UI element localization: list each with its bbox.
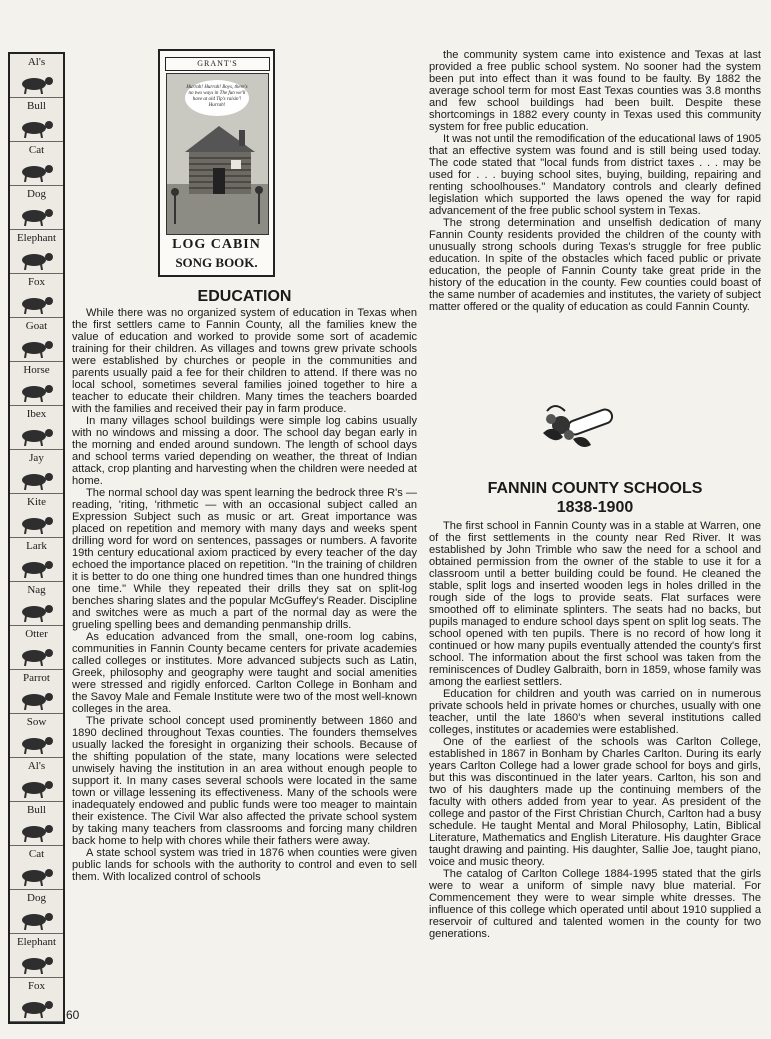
border-animal-cell	[10, 978, 63, 1022]
border-animal-cell	[10, 406, 63, 450]
animal-icon	[16, 206, 56, 226]
border-animal-cell	[10, 846, 63, 890]
border-animal-label: Dog	[27, 892, 46, 904]
animal-icon	[16, 690, 56, 710]
animal-border-strip	[8, 52, 65, 1024]
paragraph: The normal school day was spent learning the bedrock three R's — reading, 'riting, 'rithmetic — with an occasional subject called an Expression Subject such as music or art. Great importance was placed on repetition and memory with many days and weeks spent drilling word for word on sentences, passages or numbers. A favorite 19th century educational axiom practiced by every teacher of the day echoed the importance placed on repetition. "In the training of children it is better to do one thing one hundred times than one hundred things one time." While they repeated their drills they sat on split-log benches sharing slates and the popular McGuffey's Reader. Discipline and switches were as much a part of the normal day as were the grueling spelling bees and demanding penmanship drills.	[72, 487, 417, 631]
log-cabin-song-book-illustration	[158, 49, 275, 277]
border-animal-label: Elephant	[16, 232, 57, 244]
animal-icon	[16, 338, 56, 358]
paragraph: The catalog of Carlton College 1884-1995 stated that the girls were to wear a uniform of simple navy blue material. For Commencement they were to wear simple white dresses. The influence of this college which operated until about 1910 supplied a reservoir of cultured and talented women in the county for two generations.	[429, 868, 761, 940]
border-animal-cell	[10, 538, 63, 582]
animal-icon	[16, 954, 56, 974]
animal-icon	[16, 294, 56, 314]
border-animal-label: Elephant	[16, 936, 57, 948]
education-column	[72, 307, 417, 883]
border-animal-cell	[10, 802, 63, 846]
animal-icon	[16, 734, 56, 754]
paragraph: the community system came into existence and Texas at last provided a free public school system. No sooner had the system been put into effect than it was found to be faulty. By 1882 the average school term for most East Texas counties was 3.8 months and few school buildings had been built. Despite these shortcomings in 1882 every county in Texas used this community system for free public education.	[429, 49, 761, 133]
book-title: LOG CABIN	[172, 237, 261, 252]
schools-years: 1838-1900	[556, 499, 634, 516]
paragraph: In many villages school buildings were simple log cabins usually with no windows and missing a door. The school day began early in the morning and ended around sundown. The length of school days and school terms varied depending on weather, the threat of Indian attack, crop planting and harvesting when the children were needed at home.	[72, 415, 417, 487]
page-number: 60	[66, 1008, 80, 1022]
log-cabin-picture	[166, 73, 269, 235]
border-animal-cell	[10, 582, 63, 626]
right-column-continuation	[429, 49, 761, 313]
paragraph: Education for children and youth was carried on in numerous private schools held in private homes or churches, usually with one teacher, until the late 1860's when several institutions called colleges, institutes or academies were established.	[429, 688, 761, 736]
book-subtitle: SONG BOOK.	[175, 255, 258, 270]
animal-icon	[16, 910, 56, 930]
border-animal-label: Fox	[27, 980, 46, 992]
border-animal-cell	[10, 758, 63, 802]
scroll-ornament-icon	[533, 393, 628, 453]
animal-icon	[16, 602, 56, 622]
animal-icon	[16, 382, 56, 402]
border-animal-cell	[10, 98, 63, 142]
border-animal-label: Fox	[27, 276, 46, 288]
animal-icon	[16, 866, 56, 886]
animal-icon	[16, 250, 56, 270]
animal-icon	[16, 778, 56, 798]
speech-bubble: Hurrah! Hurrah! Boys, there's no two ways in The fun we'll have at old Tip's raisin'! Hurrah!	[185, 80, 249, 116]
border-animal-cell	[10, 142, 63, 186]
paragraph: The first school in Fannin County was in a stable at Warren, one of the first settlements in the county near Red River. It was established by John Trimble who saw the need for a school and obtained permission from the owner of the stable to use it for a classroom until a better building could be found. He cleaned the stable, split logs and inserted wooden legs in holes drilled in the rough side of the logs to provide seats. Flat surfaces were smoothed off to eliminate splinters. The seats had no backs, but pupils managed to endure school days spent on split log seats. The school opened with ten pupils. There is no record of how long it continued or how many pupils eventually attended the county's first school. The information about the first school was taken from the reminiscences of Dudley Galbraith, born in 1859, whose family was among the earliest settlers.	[429, 520, 761, 688]
animal-icon	[16, 426, 56, 446]
border-animal-label: Al's	[27, 56, 46, 68]
border-animal-label: Horse	[23, 364, 50, 376]
border-animal-cell	[10, 274, 63, 318]
border-animal-label: Nag	[27, 584, 46, 596]
schools-column	[429, 520, 761, 940]
border-animal-cell	[10, 186, 63, 230]
border-animal-label: Dog	[27, 188, 46, 200]
border-animal-label: Ibex	[26, 408, 47, 420]
border-animal-cell	[10, 890, 63, 934]
border-animal-label: Cat	[28, 848, 45, 860]
animal-icon	[16, 470, 56, 490]
education-heading: EDUCATION	[197, 288, 292, 305]
paragraph: One of the earliest of the schools was Carlton College, established in 1867 in Bonham by Charles Carlton. During its early years Carlton College had a lower grade school for boys and girls, but this was discontinued in the later years. Carlton, his son and two of his daughters made up the continuing members of the faculty with others added from year to year. As president of the college and pastor of the First Christian Church, Carlton had a busy schedule. He taught Mental and Moral Philosophy, Latin, Biblical Literature, Mathematics and English Literature. His daughter Grace taught drawing and painting. His daughter, Sallie Joe, taught piano, voice and music theory.	[429, 736, 761, 868]
animal-icon	[16, 162, 56, 182]
border-animal-cell	[10, 626, 63, 670]
border-animal-label: Otter	[25, 628, 48, 640]
paragraph: As education advanced from the small, one-room log cabins, communities in Fannin County became centers for private academies called colleges or institutes. More advanced subjects such as Latin, Greek, philosophy and geography were taught and social amenities were stressed and rigidly enforced. Carlton College in Bonham and the Savoy Male and Female Institute were two of the most well-known colleges in the area.	[72, 631, 417, 715]
border-animal-cell	[10, 230, 63, 274]
border-animal-label: Lark	[26, 540, 47, 552]
paragraph: The strong determination and unselfish dedication of many Fannin County residents provided the children of the county with unusually strong schools during Texas's struggle for free public education. In spite of the obstacles which faced public or private education, the people of Fannin County take great pride in the history of the education in the county. Few counties could boast of the same number of academies and institutes, the variety of subject matter offered or the quality of education as could Fannin County.	[429, 217, 761, 313]
animal-icon	[16, 646, 56, 666]
schools-heading: FANNIN COUNTY SCHOOLS	[487, 480, 703, 497]
border-animal-label: Bull	[27, 100, 46, 112]
paragraph: While there was no organized system of education in Texas when the first settlers came to Fannin County, all the families knew the value of education and worked to provide some sort of academic training for their children. As villages and towns grew private schools were established by churches or people in the communities and parents usually paid a fee for their children to attend. If there was no local school, sometimes several families joined together to hire a teacher to educate their children. Many times the teachers boarded with the families and received their pay in farm produce.	[72, 307, 417, 415]
border-animal-label: Sow	[26, 716, 47, 728]
border-animal-label: Cat	[28, 144, 45, 156]
animal-icon	[16, 514, 56, 534]
border-animal-label: Bull	[27, 804, 46, 816]
border-animal-label: Goat	[25, 320, 48, 332]
animal-icon	[16, 998, 56, 1018]
border-animal-cell	[10, 54, 63, 98]
border-animal-label: Al's	[27, 760, 46, 772]
border-animal-cell	[10, 670, 63, 714]
border-animal-cell	[10, 934, 63, 978]
border-animal-cell	[10, 362, 63, 406]
book-top-banner: GRANT'S	[165, 57, 270, 71]
animal-icon	[16, 558, 56, 578]
animal-icon	[16, 822, 56, 842]
border-animal-cell	[10, 318, 63, 362]
paragraph: A state school system was tried in 1876 when counties were given public lands for schools with the authority to control and even to sell them. With localized control of schools	[72, 847, 417, 883]
border-animal-cell	[10, 450, 63, 494]
border-animal-label: Jay	[29, 452, 44, 464]
paragraph: The private school concept used prominently between 1860 and 1890 declined throughout Texas counties. The founders themselves usually lacked the foresight in organizing their schools. Because of the shifting population of the state, many locations were selected unwisely having the institution in an area without enough people to support it. In many cases several schools were located in the same town or village lessening its effectiveness. Many of the schools were inadequately endowed and public funds were too meager to maintain their existence. The Civil War also affected the private school system by taking many teachers from classrooms and forcing many children back home to help with chores while their fathers were away.	[72, 715, 417, 847]
paragraph: It was not until the remodification of the educational laws of 1905 that an effective system was found and is still being used today. The code stated that "local funds from district taxes . . . may be used for . . . buying school sites, buying, building, repairing and renting schoolhouses." Mandatory controls and clearly defined legislation which supported the laws opened the way for rapid advancement of the free public school system in Texas.	[429, 133, 761, 217]
border-animal-cell	[10, 494, 63, 538]
animal-icon	[16, 118, 56, 138]
animal-icon	[16, 74, 56, 94]
border-animal-cell	[10, 714, 63, 758]
border-animal-label: Parrot	[23, 672, 50, 684]
border-animal-label: Kite	[27, 496, 46, 508]
